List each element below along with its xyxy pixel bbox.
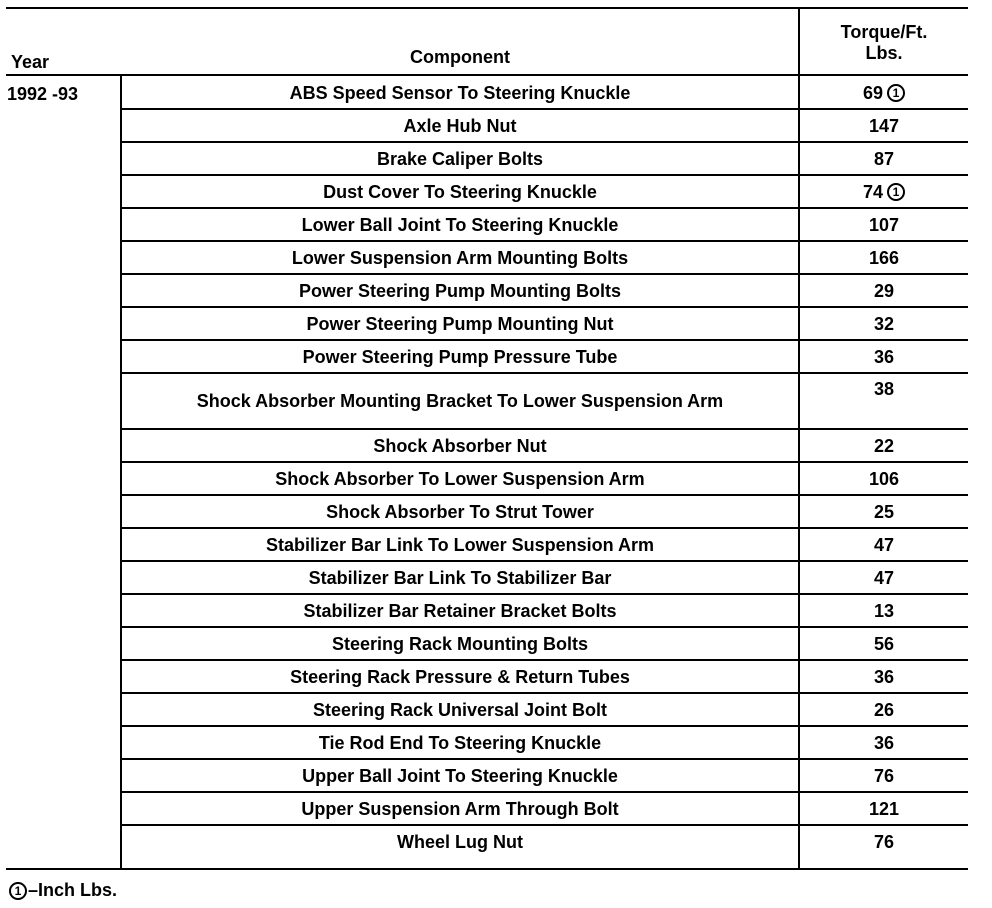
table-row-component: Power Steering Pump Mounting Nut [306,313,614,334]
table-row-torque [800,561,968,594]
table-row-torque [800,208,968,241]
table-row-component: Upper Suspension Arm Through Bolt [301,798,619,819]
torque-value: 47 [873,534,895,555]
table-row-component: Power Steering Pump Pressure Tube [302,346,618,367]
table-row-torque [800,495,968,528]
torque-value: 36 [873,666,895,687]
table-row-torque [800,175,968,208]
table-row-torque [800,462,968,495]
torque-value: 56 [873,633,895,654]
torque-value: 166 [868,247,900,268]
table-row-torque [800,759,968,792]
table-row-component: Stabilizer Bar Link To Stabilizer Bar [308,567,612,588]
table-row-component: Shock Absorber To Lower Suspension Arm [275,468,645,489]
table-row-torque [800,528,968,561]
header-torque-line1: Torque/Ft. [840,22,928,42]
torque-value: 106 [868,468,900,489]
torque-value: 76 [873,831,895,852]
table-row-component: ABS Speed Sensor To Steering Knuckle [289,82,631,103]
table-row-component: Steering Rack Mounting Bolts [331,633,589,654]
table-row-component: Power Steering Pump Mounting Bolts [298,280,621,301]
table-row-torque [800,792,968,825]
table-row-torque [800,142,968,175]
inch-lbs-note-icon: 1 [887,84,905,102]
table-row-component: Tie Rod End To Steering Knuckle [318,732,602,753]
table-row-component: Axle Hub Nut [403,115,517,136]
torque-value: 69 [862,82,884,103]
table-row-torque [800,109,968,142]
table-row-component: Shock Absorber Mounting Bracket To Lower Suspension Arm [196,391,724,411]
table-row-component: Lower Suspension Arm Mounting Bolts [291,247,629,268]
header-component: Component [410,47,510,67]
table-row-component: Steering Rack Pressure & Return Tubes [290,666,630,687]
table-row-torque [800,594,968,627]
table-bottom-rule [6,868,968,870]
table-row-torque [800,726,968,759]
table-top-rule [6,7,968,9]
table-row-component: Lower Ball Joint To Steering Knuckle [301,214,619,235]
torque-value: 29 [873,280,895,301]
table-row-component: Stabilizer Bar Link To Lower Suspension Arm [265,534,655,555]
torque-value: 74 [862,181,884,202]
table-row-torque [800,627,968,660]
table-row-component: Brake Caliper Bolts [376,148,544,169]
torque-value: 22 [873,435,895,456]
torque-value: 121 [868,798,900,819]
table-row-torque [800,373,968,429]
footnote-text: –Inch Lbs. [28,880,118,900]
torque-value: 36 [873,732,895,753]
table-row-component: Dust Cover To Steering Knuckle [323,181,597,202]
table-row-component: Stabilizer Bar Retainer Bracket Bolts [303,600,617,621]
torque-value: 13 [873,600,895,621]
header-torque-line2: Lbs. [865,43,903,63]
table-row-component: Wheel Lug Nut [397,831,523,852]
table-row-torque [800,660,968,693]
torque-value: 147 [868,115,900,136]
torque-value: 25 [873,501,895,522]
table-row-torque [800,693,968,726]
table-row-torque [800,76,968,109]
table-row-torque [800,241,968,274]
torque-value: 87 [873,148,895,169]
torque-value: 107 [868,214,900,235]
table-row-torque [800,307,968,340]
torque-value: 32 [873,313,895,334]
torque-value: 26 [873,699,895,720]
torque-value: 76 [873,765,895,786]
table-row-torque [800,825,968,858]
table-row-torque [800,340,968,373]
torque-value: 47 [873,567,895,588]
footnote [9,880,117,901]
year-value: 1992 -93 [7,84,79,104]
header-torque [800,22,968,64]
table-row-component: Upper Ball Joint To Steering Knuckle [302,765,618,786]
header-year: Year [11,52,50,72]
table-row-component: Steering Rack Universal Joint Bolt [312,699,608,720]
footnote-marker-icon: 1 [9,882,27,900]
inch-lbs-note-icon: 1 [887,183,905,201]
torque-value: 36 [873,346,895,367]
table-row-torque [800,429,968,462]
torque-value: 38 [873,379,895,399]
table-row-component: Shock Absorber To Strut Tower [326,501,594,522]
table-row-component: Shock Absorber Nut [373,435,547,456]
table-row-torque [800,274,968,307]
